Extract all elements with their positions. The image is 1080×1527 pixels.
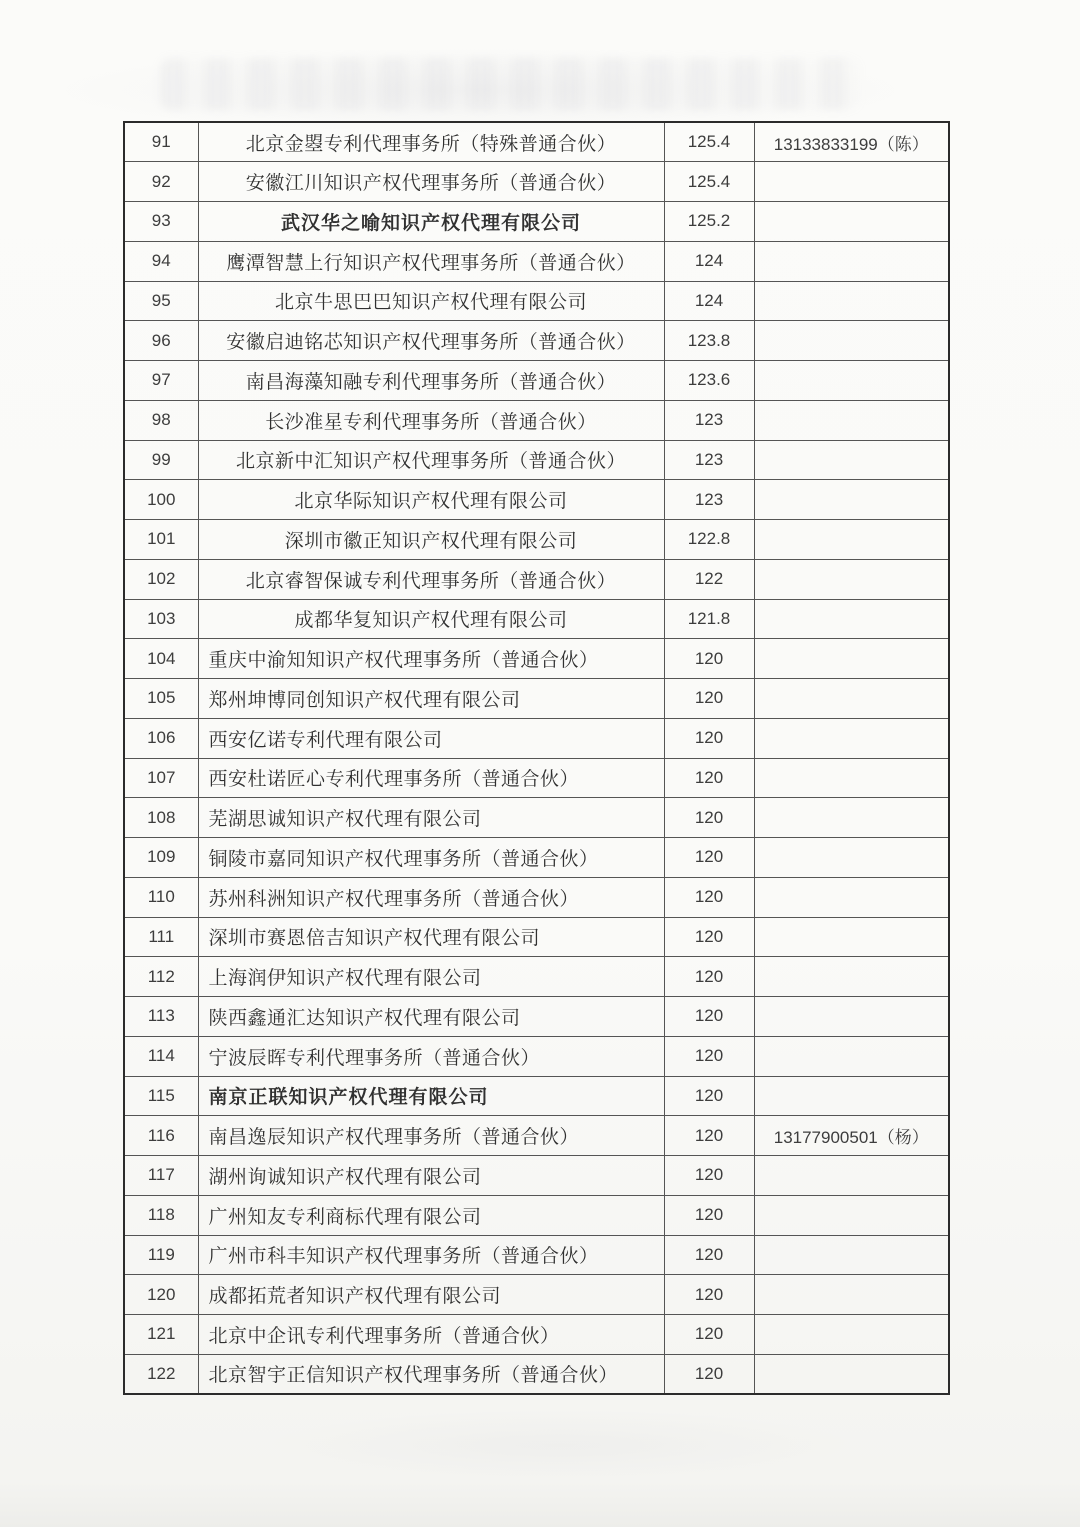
company-name-cell: 成都拓荒者知识产权代理有限公司: [198, 1275, 664, 1315]
company-name-cell: 苏州科洲知识产权代理事务所（普通合伙）: [198, 877, 664, 917]
phone-cell: [754, 1076, 949, 1116]
phone-cell: [754, 1235, 949, 1275]
phone-cell: [754, 838, 949, 878]
score-cell: 124: [664, 241, 754, 281]
rank-cell: 115: [124, 1076, 198, 1116]
company-name-cell: 北京华际知识产权代理有限公司: [198, 480, 664, 520]
score-cell: 120: [664, 838, 754, 878]
phone-cell: [754, 361, 949, 401]
rank-cell: 122: [124, 1354, 198, 1394]
rank-cell: 118: [124, 1195, 198, 1235]
company-name-cell: 重庆中渝知知识产权代理事务所（普通合伙）: [198, 639, 664, 679]
table-row: [124, 1235, 949, 1275]
company-name-cell: 北京智宇正信知识产权代理事务所（普通合伙）: [198, 1354, 664, 1394]
company-name-cell: 西安杜诺匠心专利代理事务所（普通合伙）: [198, 758, 664, 798]
score-cell: 120: [664, 1235, 754, 1275]
phone-cell: [754, 440, 949, 480]
table-row: [124, 679, 949, 719]
score-cell: 123: [664, 480, 754, 520]
score-cell: 122.8: [664, 520, 754, 560]
rank-cell: 94: [124, 241, 198, 281]
rank-cell: 106: [124, 718, 198, 758]
company-name-cell: 湖州询诚知识产权代理有限公司: [198, 1156, 664, 1196]
company-name-cell: 深圳市赛恩倍吉知识产权代理有限公司: [198, 917, 664, 957]
rank-cell: 103: [124, 599, 198, 639]
score-cell: 120: [664, 758, 754, 798]
company-name-cell: 成都华复知识产权代理有限公司: [198, 599, 664, 639]
scan-ghosting-artifact: [160, 58, 860, 110]
rank-cell: 121: [124, 1315, 198, 1355]
table-row: [124, 877, 949, 917]
score-cell: 122: [664, 559, 754, 599]
phone-cell: [754, 1156, 949, 1196]
rank-cell: 117: [124, 1156, 198, 1196]
company-name-cell: 郑州坤博同创知识产权代理有限公司: [198, 679, 664, 719]
rank-cell: 97: [124, 361, 198, 401]
score-cell: 123: [664, 400, 754, 440]
table-row: [124, 838, 949, 878]
phone-cell: [754, 162, 949, 202]
score-cell: 125.4: [664, 122, 754, 162]
table-row: [124, 480, 949, 520]
rank-cell: 112: [124, 957, 198, 997]
company-name-cell: 南昌海藻知融专利代理事务所（普通合伙）: [198, 361, 664, 401]
phone-cell: [754, 758, 949, 798]
score-cell: 123: [664, 440, 754, 480]
table-row: [124, 162, 949, 202]
score-cell: 121.8: [664, 599, 754, 639]
rank-cell: 104: [124, 639, 198, 679]
rank-cell: 107: [124, 758, 198, 798]
table-row: [124, 1156, 949, 1196]
company-name-cell: 广州知友专利商标代理有限公司: [198, 1195, 664, 1235]
phone-cell: [754, 639, 949, 679]
phone-cell: [754, 241, 949, 281]
phone-cell: [754, 718, 949, 758]
score-cell: 120: [664, 917, 754, 957]
score-cell: 125.4: [664, 162, 754, 202]
table-row: [124, 1076, 949, 1116]
table-row: [124, 241, 949, 281]
phone-cell: [754, 281, 949, 321]
rank-cell: 100: [124, 480, 198, 520]
table-row: [124, 758, 949, 798]
ranking-table-body: [124, 122, 949, 1394]
phone-cell: [754, 997, 949, 1037]
rank-cell: 116: [124, 1116, 198, 1156]
company-name-cell: 南昌逸辰知识产权代理事务所（普通合伙）: [198, 1116, 664, 1156]
company-name-cell: 陕西鑫通汇达知识产权代理有限公司: [198, 997, 664, 1037]
company-name-cell: 安徽启迪铭芯知识产权代理事务所（普通合伙）: [198, 321, 664, 361]
score-cell: 120: [664, 1315, 754, 1355]
rank-cell: 98: [124, 400, 198, 440]
company-name-cell: 北京睿智保诚专利代理事务所（普通合伙）: [198, 559, 664, 599]
table-row: [124, 559, 949, 599]
table-row: [124, 321, 949, 361]
phone-cell: [754, 599, 949, 639]
company-name-cell: 长沙准星专利代理事务所（普通合伙）: [198, 400, 664, 440]
phone-cell: 13177900501（杨）: [754, 1116, 949, 1156]
company-name-cell: 北京牛思巴巴知识产权代理有限公司: [198, 281, 664, 321]
phone-cell: [754, 877, 949, 917]
phone-cell: [754, 1315, 949, 1355]
phone-cell: [754, 202, 949, 242]
table-row: [124, 917, 949, 957]
phone-cell: 13133833199（陈）: [754, 122, 949, 162]
score-cell: 120: [664, 1354, 754, 1394]
company-name-cell: 广州市科丰知识产权代理事务所（普通合伙）: [198, 1235, 664, 1275]
table-row: [124, 997, 949, 1037]
phone-cell: [754, 1354, 949, 1394]
company-name-cell: 武汉华之喻知识产权代理有限公司: [198, 202, 664, 242]
score-cell: 123.8: [664, 321, 754, 361]
score-cell: 124: [664, 281, 754, 321]
score-cell: 120: [664, 1116, 754, 1156]
phone-cell: [754, 480, 949, 520]
phone-cell: [754, 321, 949, 361]
rank-cell: 119: [124, 1235, 198, 1275]
company-name-cell: 安徽江川知识产权代理事务所（普通合伙）: [198, 162, 664, 202]
table-row: [124, 1116, 949, 1156]
score-cell: 120: [664, 957, 754, 997]
score-cell: 120: [664, 798, 754, 838]
score-cell: 120: [664, 1076, 754, 1116]
phone-cell: [754, 1275, 949, 1315]
rank-cell: 110: [124, 877, 198, 917]
rank-cell: 93: [124, 202, 198, 242]
score-cell: 120: [664, 718, 754, 758]
company-name-cell: 北京金曌专利代理事务所（特殊普通合伙）: [198, 122, 664, 162]
table-row: [124, 1315, 949, 1355]
phone-cell: [754, 957, 949, 997]
table-row: [124, 281, 949, 321]
score-cell: 120: [664, 679, 754, 719]
rank-cell: 114: [124, 1036, 198, 1076]
table-row: [124, 520, 949, 560]
table-row: [124, 957, 949, 997]
rank-cell: 113: [124, 997, 198, 1037]
table-row: [124, 639, 949, 679]
company-name-cell: 鹰潭智慧上行知识产权代理事务所（普通合伙）: [198, 241, 664, 281]
table-row: [124, 1036, 949, 1076]
phone-cell: [754, 1195, 949, 1235]
rank-cell: 108: [124, 798, 198, 838]
rank-cell: 96: [124, 321, 198, 361]
phone-cell: [754, 400, 949, 440]
rank-cell: 101: [124, 520, 198, 560]
score-cell: 120: [664, 1156, 754, 1196]
phone-cell: [754, 520, 949, 560]
phone-cell: [754, 1036, 949, 1076]
table-row: [124, 202, 949, 242]
company-name-cell: 宁波辰晖专利代理事务所（普通合伙）: [198, 1036, 664, 1076]
table-row: [124, 1354, 949, 1394]
table-row: [124, 798, 949, 838]
rank-cell: 111: [124, 917, 198, 957]
phone-cell: [754, 559, 949, 599]
company-name-cell: 上海润伊知识产权代理有限公司: [198, 957, 664, 997]
rank-cell: 92: [124, 162, 198, 202]
company-name-cell: 西安亿诺专利代理有限公司: [198, 718, 664, 758]
table-row: [124, 361, 949, 401]
table-row: [124, 440, 949, 480]
phone-cell: [754, 917, 949, 957]
table-row: [124, 1195, 949, 1235]
phone-cell: [754, 679, 949, 719]
score-cell: 120: [664, 1275, 754, 1315]
table-row: [124, 718, 949, 758]
company-name-cell: 深圳市徽正知识产权代理有限公司: [198, 520, 664, 560]
rank-cell: 120: [124, 1275, 198, 1315]
agency-ranking-table: [123, 121, 950, 1395]
score-cell: 120: [664, 1036, 754, 1076]
score-cell: 120: [664, 997, 754, 1037]
table-row: [124, 122, 949, 162]
score-cell: 120: [664, 877, 754, 917]
company-name-cell: 芜湖思诚知识产权代理有限公司: [198, 798, 664, 838]
score-cell: 120: [664, 1195, 754, 1235]
rank-cell: 102: [124, 559, 198, 599]
score-cell: 120: [664, 639, 754, 679]
phone-cell: [754, 798, 949, 838]
table-row: [124, 599, 949, 639]
rank-cell: 95: [124, 281, 198, 321]
company-name-cell: 南京正联知识产权代理有限公司: [198, 1076, 664, 1116]
table-row: [124, 1275, 949, 1315]
rank-cell: 99: [124, 440, 198, 480]
rank-cell: 109: [124, 838, 198, 878]
rank-cell: 105: [124, 679, 198, 719]
rank-cell: 91: [124, 122, 198, 162]
company-name-cell: 铜陵市嘉同知识产权代理事务所（普通合伙）: [198, 838, 664, 878]
company-name-cell: 北京中企讯专利代理事务所（普通合伙）: [198, 1315, 664, 1355]
table-row: [124, 400, 949, 440]
score-cell: 123.6: [664, 361, 754, 401]
score-cell: 125.2: [664, 202, 754, 242]
company-name-cell: 北京新中汇知识产权代理事务所（普通合伙）: [198, 440, 664, 480]
